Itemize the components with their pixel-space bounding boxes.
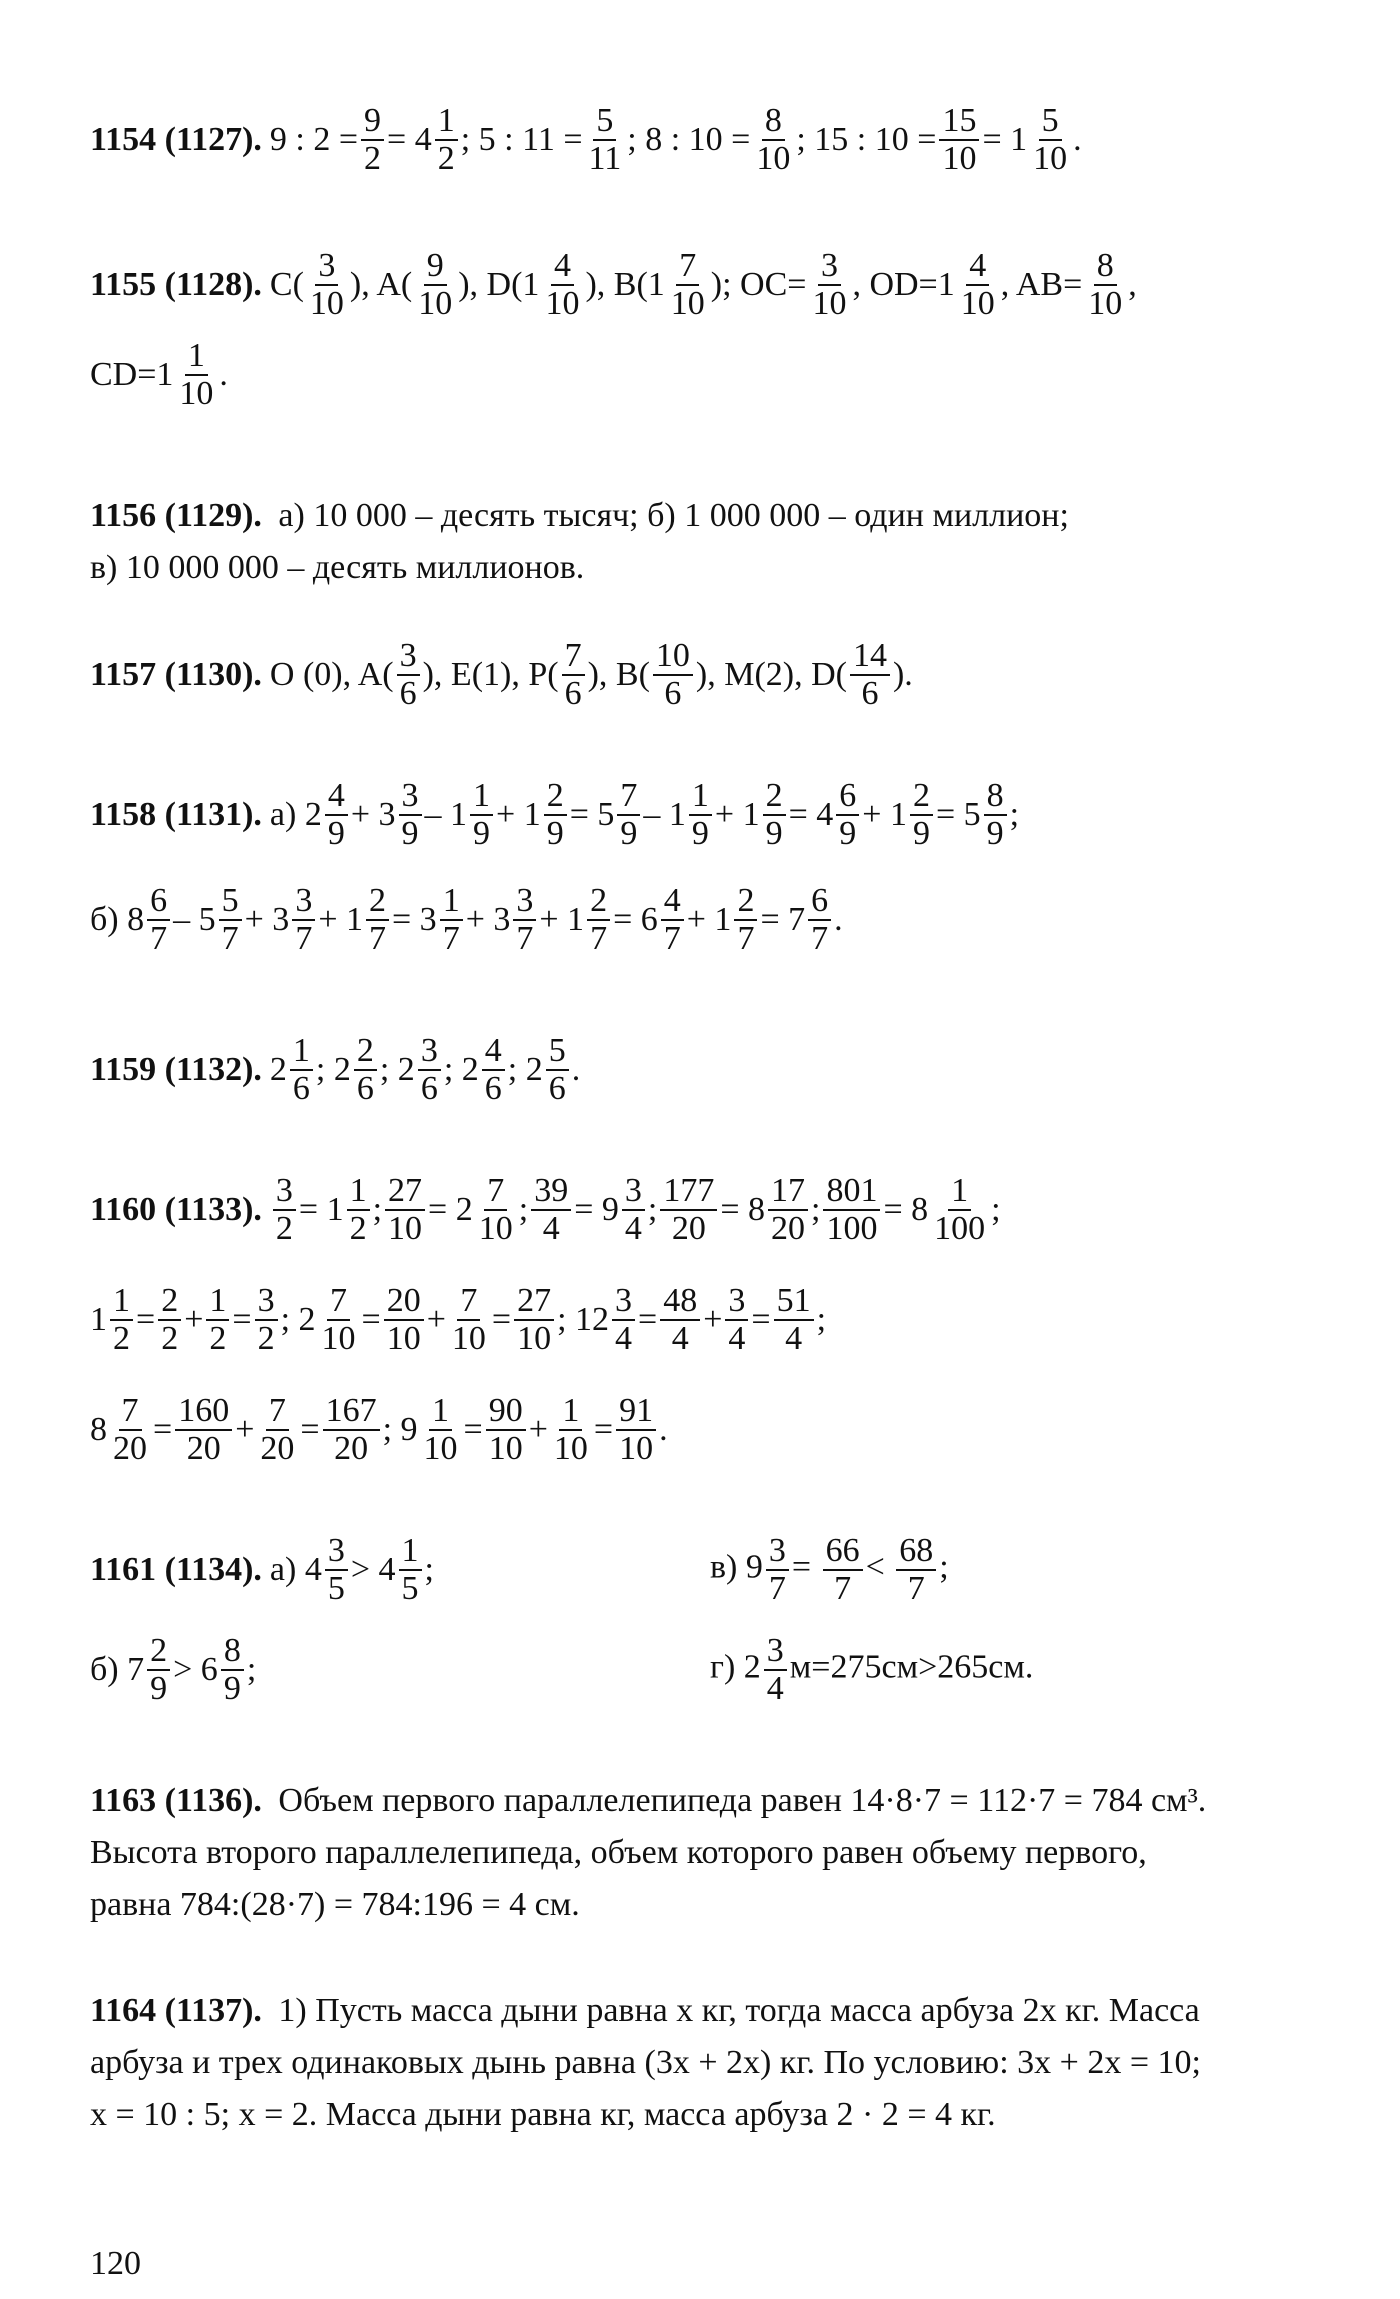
problem-1160: 1160 (1133). $\frac{3}{2}$ = 1 1 2 ; $\frac{27}{10}$ = 2 7 10 ; $\frac{39}{4}$ = 9 3 4 ; $\frac{177}{20}$ = 8 17 20 ; $\frac{801}{100}$ = 8 1 100 ; 1 $\frac{1}{2}$ = $\frac{2}{2}$ + $\frac{1}{2}$ = $\frac{3}{2}$ ; 2 $\frac{7}{10}$ = $\frac{20}{10}$ + $\frac{7}{10}$ = $\frac{27}{10}$ ; 12 $\frac{3}{4}$ = $\frac{48}{4}$ + $\frac{3}{4}$ = $\frac{51}{4}$ ; 8 $\frac{7}{20}$ = $\frac{160}{20}$ + $\frac{7}{20}$ = $\frac{167}{20}$ ; 9 $\frac{1}{10}$ = $\frac{90}{10}$ + $\frac{1}{10}$ = $\frac{91}{10}$ . [90, 1172, 1001, 1467]
page-number: 120 [90, 2245, 141, 2282]
problem-label: 1161 (1134). [90, 1551, 262, 1588]
problem-1161: 1161 (1134). а) 4 3 5 > 4 1 5 ; в) 9 $\frac{3}{7}$ = $\frac{66}{7}$ < $\frac{68}{7}$ ; б) 7 2 9 > 6 8 9 ; г) 2 $\frac{3}{4}$ м=275см>265см. [90, 1532, 1034, 1707]
problem-text: x = 10 : 5; x = 2. Масса дыни равна кг, масса арбуза 2 · 2 = 4 кг. [90, 2096, 996, 2133]
problem-text: 1) Пусть масса дыни равна x кг, тогда масса арбуза 2x кг. Масса [278, 1992, 1200, 2029]
problem-label: 1159 (1132). [90, 1051, 262, 1088]
problem-label: 1155 (1128). [90, 266, 262, 303]
problem-label: 1157 (1130). [90, 656, 262, 693]
problem-label: 1164 (1137). [90, 1992, 262, 2029]
problem-1159: 1159 (1132). 2 1 6 ; 2 2 6 ; 2 3 6 ; 2 4 6 ; 2 5 6 . [90, 1032, 581, 1107]
problem-1158: 1158 (1131). а) 2 4 9 + 3 3 9 – 1 1 9 + 1 $\frac{2}{9}$ = 5 7 9 – 1 1 9 + 1 $\frac{2}{9}$ = 4 6 9 + 1 $\frac{2}{9}$ = 5 8 9 ; б) 8 6 7 – 5 5 7 + 3 3 7 + 1 $\frac{2}{7}$ = 3 1 7 + 3 3 7 + 1 $\frac{2}{7}$ = 6 4 7 + 1 $\frac{2}{7}$ = 7 6 7 . [90, 777, 1020, 957]
problem-label: 1163 (1136). [90, 1782, 262, 1819]
problem-text: в) 10 000 000 – десять миллионов. [90, 549, 585, 586]
problem-label: 1160 (1133). [90, 1191, 262, 1228]
problem-1163 [90, 1775, 1310, 1931]
problem-1157: 1157 (1130). O (0), A( 3 6 ), E(1), P( 7 6 ), B( 10 6 ), M(2), D( 14 6 ). [90, 637, 913, 712]
problem-text: а) 10 000 – десять тысяч; б) 1 000 000 – один миллион; [278, 497, 1069, 534]
problem-text: арбуза и трех одинаковых дынь равна (3x + 2x) кг. По условию: 3x + 2x = 10; [90, 2044, 1201, 2081]
problem-label: 1156 (1129). [90, 497, 262, 534]
problem-1164 [90, 1985, 1310, 2141]
problem-label: 1154 (1127). [90, 121, 262, 158]
problem-text: равна 784:(28·7) = 784:196 = 4 см. [90, 1886, 580, 1923]
problem-1154: 1154 (1127). 9 : 2 = $\frac{9}{2}$ = 4 1 2 ; 5 : 11 = $\frac{5}{11}$ ; 8 : 10 = $\frac{8}{10}$ ; 15 : 10 = $\frac{15}{10}$ = 1 5 10 . [90, 102, 1082, 177]
problem-1156 [90, 490, 1310, 594]
problem-label: 1158 (1131). [90, 796, 262, 833]
problem-text: Объем первого параллелепипеда равен 14·8·7 = 112·7 = 784 см³. [278, 1782, 1207, 1819]
problem-text: Высота второго параллелепипеда, объем которого равен объему первого, [90, 1834, 1147, 1871]
problem-1155: 1155 (1128). C( 3 10 ), A( 9 10 ), D(1 4 10 ), B(1 7 10 ); OC= $\frac{3}{10}$ , OD=1 4 10 , AB= $\frac{8}{10}$ , CD=1 1 10 . [90, 247, 1137, 412]
